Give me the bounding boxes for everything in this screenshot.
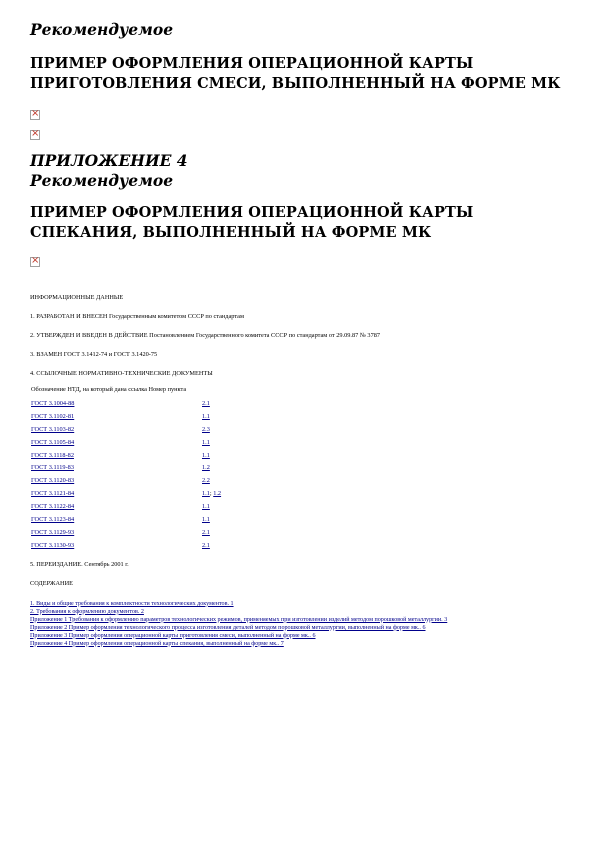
info-item: 2. УТВЕРЖДЕН И ВВЕДЕН В ДЕЙСТВИЕ Постановлением Государственного комитета СССР по стандартам от 29.09.87 № 3787 xyxy=(30,332,381,339)
table-row: ГОСТ 3.1121-84 1.1; 1.2 xyxy=(31,490,222,498)
info-item: 5. ПЕРЕИЗДАНИЕ. Сентябрь 2001 г. xyxy=(30,560,129,568)
title-line: ПРИМЕР ОФОРМЛЕНИЯ ОПЕРАЦИОННОЙ КАРТЫ xyxy=(30,204,474,221)
clause-link[interactable]: 1.1 xyxy=(202,451,210,459)
table-row xyxy=(31,542,221,555)
table-row xyxy=(31,426,221,439)
gost-link[interactable]: ГОСТ 3.1121-84 xyxy=(31,490,75,498)
document-page xyxy=(30,20,570,648)
contents-list xyxy=(30,600,570,648)
contents-link[interactable]: Приложение 4 Пример оформления операционной карты спекания, выполненный на форме мк.. 7 xyxy=(30,640,284,647)
title-line: ПРИГОТОВЛЕНИЯ СМЕСИ, ВЫПОЛНЕННЫЙ НА ФОРМЕ МК xyxy=(30,75,561,92)
broken-image-icon xyxy=(30,130,40,140)
gost-link[interactable]: ГОСТ 3.1123-84 xyxy=(31,516,75,524)
title-line: ПРИМЕР ОФОРМЛЕНИЯ ОПЕРАЦИОННОЙ КАРТЫ xyxy=(30,55,474,72)
gost-link[interactable]: ГОСТ 3.1103-82 xyxy=(31,425,75,433)
gost-link[interactable]: ГОСТ 3.1129-93 xyxy=(31,528,75,536)
table-row xyxy=(31,452,221,465)
info-heading: ИНФОРМАЦИОННЫЕ ДАННЫЕ xyxy=(30,294,124,301)
clause-link[interactable]: 2.3 xyxy=(202,425,210,433)
contents-heading: СОДЕРЖАНИЕ xyxy=(30,579,73,587)
clause-link[interactable]: 1.1 xyxy=(202,503,210,511)
gost-link[interactable]: ГОСТ 3.1122-84 xyxy=(31,503,75,511)
table-header-row xyxy=(31,386,221,400)
clause-link[interactable]: 2.1 xyxy=(202,400,210,407)
gost-link[interactable]: ГОСТ 3.1120-83 xyxy=(31,477,75,485)
list-item xyxy=(30,640,555,648)
contents-link[interactable]: 1. Виды и общие требования к комплектности технологических документов. 1 xyxy=(30,600,234,607)
table-header-clause: Номер пункта xyxy=(148,386,187,393)
section-title-sintering xyxy=(30,203,570,243)
appendix-label: ПРИЛОЖЕНИЕ 4 xyxy=(30,151,188,170)
list-item xyxy=(30,632,555,640)
table-row xyxy=(31,529,221,542)
appendix-4-header xyxy=(30,151,570,191)
gost-link[interactable]: ГОСТ 3.1119-83 xyxy=(31,464,74,472)
contents-link[interactable]: 2. Требования к оформлению документов. 2 xyxy=(30,608,144,615)
table-row xyxy=(31,439,221,452)
contents-link[interactable]: Приложение 1 Требования к оформлению параметров технологических режимов, применяемых при изготовлении изделий методом порошковой металлургии. 3 xyxy=(30,616,448,623)
section-title-mixture xyxy=(30,54,570,94)
gost-link[interactable]: ГОСТ 3.1105-84 xyxy=(31,438,75,446)
broken-image-icon xyxy=(30,110,40,120)
table-row xyxy=(31,413,221,426)
table-row xyxy=(31,464,221,477)
title-line: СПЕКАНИЯ, ВЫПОЛНЕННЫЙ НА ФОРМЕ МК xyxy=(30,224,432,241)
list-item xyxy=(30,600,555,608)
gost-link[interactable]: ГОСТ 3.1004-88 xyxy=(31,400,75,407)
broken-image-icon xyxy=(30,257,40,267)
clause-link[interactable]: 1.1 xyxy=(202,516,210,524)
table-row xyxy=(31,516,221,529)
clause-link[interactable]: 2.1 xyxy=(202,541,210,549)
list-item xyxy=(30,616,555,624)
clause-link[interactable]: 1.1 xyxy=(202,438,210,446)
clause-link[interactable]: 1.2 xyxy=(213,490,222,498)
contents-link[interactable]: Приложение 2 Пример оформления технологического процесса изготовления деталей методом порошковой металлургии, выполненный на форме мк.. 6 xyxy=(30,624,426,631)
clause-link[interactable]: 2.1 xyxy=(202,528,210,536)
clause-link[interactable]: 2.2 xyxy=(202,477,210,485)
reference-table xyxy=(31,386,221,555)
contents-link[interactable]: Приложение 3 Пример оформления операционной карты приготовления смеси, выполненный на форме мк.. 6 xyxy=(30,632,316,639)
clause-link[interactable]: 1.1 xyxy=(202,490,210,498)
clause-link[interactable]: 1.1 xyxy=(202,412,210,420)
gost-link[interactable]: ГОСТ 3.1118-82 xyxy=(31,451,74,459)
info-item: 1. РАЗРАБОТАН И ВНЕСЕН Государственным комитетом СССР по стандартам xyxy=(30,313,244,320)
table-row xyxy=(31,503,221,516)
table-row xyxy=(31,477,221,490)
clause-link[interactable]: 1.2 xyxy=(202,464,210,472)
list-item xyxy=(30,608,555,616)
info-item: 4. ССЫЛОЧНЫЕ НОРМАТИВНО-ТЕХНИЧЕСКИЕ ДОКУМЕНТЫ xyxy=(30,370,213,377)
info-item: 3. ВЗАМЕН ГОСТ 3.1412-74 и ГОСТ 3.1420-75 xyxy=(30,351,158,358)
table-row xyxy=(31,400,221,413)
gost-link[interactable]: ГОСТ 3.1130-93 xyxy=(31,541,75,549)
table-header-doc: Обозначение НТД, на который дана ссылка xyxy=(31,386,147,393)
list-item xyxy=(30,624,555,632)
recommended-label: Рекомендуемое xyxy=(30,20,174,39)
recommended-label: Рекомендуемое xyxy=(30,171,174,190)
gost-link[interactable]: ГОСТ 3.1102-81 xyxy=(31,412,75,420)
